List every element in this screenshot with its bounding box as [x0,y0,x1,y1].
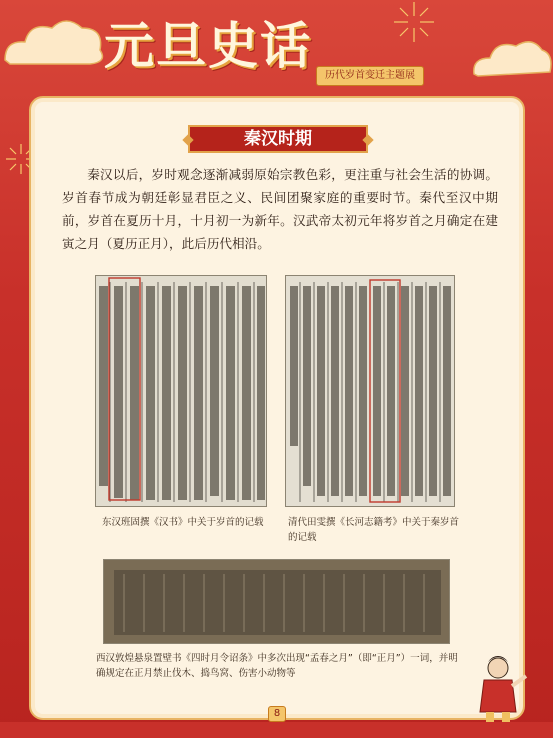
child-figure-icon [468,650,528,730]
exhibition-title: 元旦史话 [104,16,312,75]
section-title: 秦汉时期 [188,125,368,153]
page-number: 8 [268,706,286,722]
body-paragraph: 秦汉以后，岁时观念逐渐减弱原始宗教色彩，更注重与社会生活的协调。岁首春节成为朝廷彰显君臣之义、民间团聚家庭的重要时节。秦代至汉中期前，岁首在夏历十月，十月初一为新年。汉武帝太初元年将岁首之月确定在建寅之月（夏历正月），此后历代相沿。 [62,167,498,251]
xuanquan-caption: 西汉敦煌悬泉置壁书《四时月令诏条》中多次出现“孟春之月”（即“正月”）一词，并明确规定在正月禁止伐木、捣鸟窝、伤害小动物等 [96,653,458,679]
hanshu-caption: 东汉班固撰《汉书》中关于岁首的记载 [102,517,264,528]
bottom-stripe [0,722,553,738]
changhe-zhi-page-image [285,275,455,507]
changhe-zhi-caption: 清代田雯撰《长河志籍考》中关于秦岁首的记载 [288,517,460,543]
exhibition-subtitle: 历代岁首变迁主题展 [316,66,424,86]
hanshu-page-image [95,275,267,507]
title-area [0,0,553,92]
xuanquan-wall-writing-image [103,559,450,644]
